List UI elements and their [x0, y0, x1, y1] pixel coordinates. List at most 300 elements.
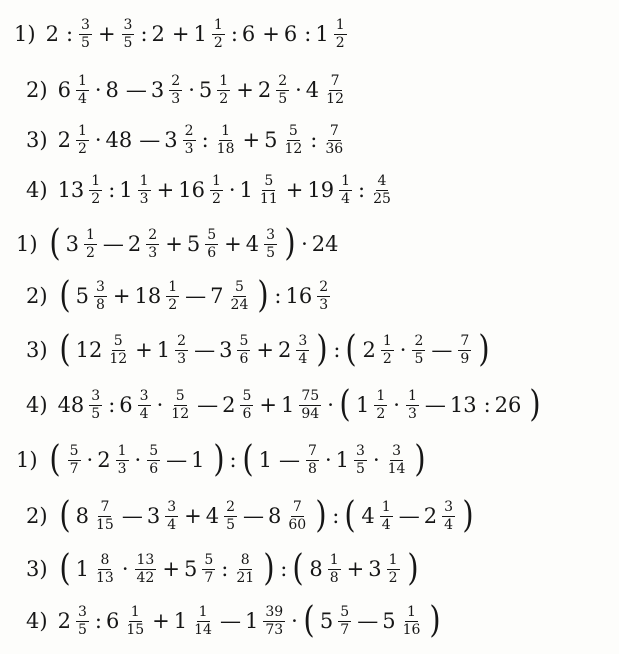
mixed-number: [306, 74, 348, 107]
operator: :: [304, 22, 312, 47]
expression-row: [26, 124, 349, 157]
denominator: 15: [95, 517, 114, 534]
whole-part: 16: [178, 178, 205, 203]
mixed-number: [304, 444, 321, 477]
expression-row: [26, 74, 350, 107]
operator: ·: [295, 78, 302, 103]
denominator: 2: [376, 406, 386, 423]
whole-part: 6: [283, 22, 298, 47]
mixed-number: [178, 174, 225, 207]
operator: :: [483, 393, 491, 418]
mixed-number: [151, 74, 184, 107]
parenthesis: ): [462, 495, 474, 537]
mixed-number: [242, 24, 258, 45]
operator: —: [243, 504, 265, 529]
fraction: [94, 280, 107, 313]
operator: —: [398, 504, 420, 529]
operator: :: [274, 284, 282, 309]
numerator: 1: [339, 174, 352, 191]
whole-part: 1: [239, 178, 253, 203]
item-label: 1): [14, 22, 36, 47]
numerator: 1: [76, 124, 89, 141]
numerator: 5: [233, 280, 246, 297]
whole-part: 2: [222, 393, 236, 418]
numerator: 2: [175, 334, 188, 351]
denominator: 3: [407, 406, 417, 423]
whole-part: 1: [75, 557, 89, 582]
operator: ·: [156, 393, 164, 418]
whole-part: 4: [305, 78, 320, 103]
whole-part: 2: [57, 128, 71, 153]
mixed-number: [307, 174, 354, 207]
fraction: [386, 444, 408, 477]
denominator: 6: [207, 245, 217, 262]
fraction: [217, 74, 230, 107]
whole-part: 16: [285, 284, 313, 309]
numerator: 3: [76, 605, 89, 622]
operator: :: [230, 22, 238, 47]
fraction: [240, 389, 253, 422]
mixed-number: [76, 334, 132, 367]
mixed-number: [206, 500, 239, 533]
operator: :: [108, 393, 116, 418]
mixed-number: [97, 444, 130, 477]
numerator: 7: [458, 334, 471, 351]
denominator: 2: [388, 570, 398, 587]
fraction: [212, 18, 225, 51]
numerator: 3: [264, 228, 277, 245]
denominator: 7: [204, 570, 214, 587]
mixed-number: [281, 389, 323, 422]
whole-part: 8: [75, 504, 89, 529]
numerator: 5: [205, 228, 218, 245]
numerator: 5: [237, 334, 250, 351]
fraction: [205, 228, 218, 261]
fraction: [122, 18, 135, 51]
denominator: 60: [288, 517, 307, 534]
whole-part: 18: [134, 284, 162, 309]
numerator: 5: [240, 389, 253, 406]
numerator: 1: [89, 174, 102, 191]
fraction: [354, 444, 367, 477]
numerator: 7: [329, 74, 342, 91]
operator: —: [139, 128, 161, 153]
numerator: 1: [380, 500, 393, 517]
numerator: 1: [328, 553, 341, 570]
fraction: [202, 553, 215, 586]
operator: +: [256, 338, 274, 363]
mixed-number: [119, 174, 152, 207]
whole-part: 2: [151, 22, 165, 47]
operator: :: [280, 557, 288, 582]
operator: +: [184, 504, 202, 529]
operator: ·: [228, 178, 236, 203]
expression-row: [14, 18, 351, 51]
operator: —: [424, 393, 446, 418]
operator: +: [236, 78, 254, 103]
numerator: 1: [217, 74, 230, 91]
numerator: 1: [406, 389, 419, 406]
mixed-number: [312, 234, 342, 255]
operator: ·: [372, 448, 380, 473]
whole-part: 13: [449, 393, 477, 418]
whole-part: 8: [309, 557, 323, 582]
mixed-number: [362, 334, 395, 367]
mixed-number: [258, 74, 291, 107]
whole-part: 3: [164, 128, 178, 153]
denominator: 5: [278, 91, 288, 108]
numerator: 7: [291, 500, 304, 517]
whole-part: 1: [355, 393, 370, 418]
parenthesis: (: [58, 275, 71, 317]
numerator: 5: [68, 444, 81, 461]
fraction: [374, 389, 387, 422]
fraction: [334, 18, 347, 51]
parenthesis: (: [58, 329, 71, 371]
whole-part: 5: [183, 557, 198, 582]
fraction: [116, 444, 129, 477]
mixed-number: [356, 389, 389, 422]
denominator: 2: [211, 191, 221, 208]
denominator: 3: [319, 297, 329, 314]
whole-part: 2: [277, 338, 292, 363]
mixed-number: [450, 395, 480, 416]
numerator: 5: [147, 444, 160, 461]
mixed-number: [361, 500, 394, 533]
whole-part: 1: [156, 338, 171, 363]
operator: ·: [399, 338, 407, 363]
fraction: [324, 74, 346, 107]
denominator: 3: [139, 191, 149, 208]
fraction: [192, 605, 214, 638]
whole-part: 5: [186, 232, 201, 257]
operator: :: [65, 22, 74, 47]
mixed-number: [187, 228, 220, 261]
parenthesis: ): [478, 329, 490, 371]
denominator: 14: [194, 622, 212, 639]
denominator: 2: [77, 141, 87, 158]
numerator: 1: [334, 18, 347, 35]
mixed-number: [167, 389, 193, 422]
denominator: 24: [230, 297, 249, 314]
operator: ·: [86, 448, 94, 473]
numerator: 3: [354, 444, 367, 461]
item-label: 1): [16, 232, 38, 257]
fraction: [328, 553, 341, 586]
whole-part: 5: [75, 284, 89, 309]
numerator: 2: [169, 74, 182, 91]
numerator: 3: [79, 18, 92, 35]
denominator: 12: [171, 406, 190, 423]
numerator: 5: [338, 605, 351, 622]
numerator: 1: [138, 174, 151, 191]
denominator: 16: [402, 622, 421, 639]
operator: +: [112, 284, 131, 309]
denominator: 42: [136, 570, 155, 587]
fraction: [237, 334, 250, 367]
mixed-number: [309, 553, 342, 586]
operator: :: [310, 128, 318, 153]
item-label: 3): [26, 557, 48, 582]
whole-part: 5: [264, 128, 278, 153]
item-label: 2): [26, 284, 48, 309]
mixed-number: [245, 605, 287, 638]
operator: +: [346, 557, 365, 582]
operator: +: [156, 178, 175, 203]
whole-part: 3: [146, 504, 161, 529]
denominator: 2: [91, 191, 101, 208]
operator: :: [332, 504, 340, 529]
fraction: [215, 124, 237, 157]
whole-part: 3: [219, 338, 233, 363]
denominator: 21: [236, 570, 255, 587]
numerator: 1: [84, 228, 97, 245]
operator: :: [140, 22, 148, 47]
mixed-number: [240, 174, 282, 207]
numerator: 5: [262, 174, 275, 191]
mixed-number: [174, 605, 216, 638]
numerator: 1: [405, 605, 418, 622]
numerator: 5: [174, 389, 187, 406]
parenthesis: (: [58, 495, 71, 537]
whole-part: 5: [198, 78, 213, 103]
numerator: 75: [299, 389, 321, 406]
operator: :: [358, 178, 366, 203]
expression-row: [26, 275, 334, 317]
denominator: 73: [265, 622, 284, 639]
fraction: [68, 444, 81, 477]
whole-part: 2: [127, 232, 142, 257]
whole-part: 1: [335, 448, 350, 473]
fraction: [146, 228, 159, 261]
whole-part: 1: [193, 22, 207, 47]
mixed-number: [259, 450, 275, 471]
operator: ·: [393, 393, 400, 418]
denominator: 2: [219, 91, 229, 108]
parenthesis: ): [529, 384, 542, 426]
denominator: 3: [171, 91, 181, 108]
numerator: 2: [412, 334, 425, 351]
numerator: 1: [374, 389, 387, 406]
fraction: [276, 74, 289, 107]
denominator: 2: [168, 297, 178, 314]
fraction: [165, 500, 178, 533]
fraction: [224, 500, 237, 533]
parenthesis: (: [303, 600, 315, 642]
whole-part: 5: [382, 609, 396, 634]
denominator: 18: [216, 141, 235, 158]
denominator: 4: [444, 517, 453, 534]
numerator: 39: [263, 605, 285, 622]
whole-part: 2: [423, 504, 438, 529]
mixed-number: [164, 124, 197, 157]
item-label: 4): [26, 609, 48, 634]
numerator: 7: [98, 500, 111, 517]
fraction: [381, 334, 394, 367]
fraction: [107, 334, 129, 367]
operator: +: [262, 22, 280, 47]
expression-row: [26, 600, 444, 642]
fraction: [387, 553, 400, 586]
operator: ·: [94, 78, 102, 103]
fraction: [380, 500, 393, 533]
numerator: 7: [306, 444, 319, 461]
fraction: [76, 74, 89, 107]
numerator: 1: [76, 74, 89, 91]
whole-part: 1: [315, 22, 329, 47]
denominator: 9: [460, 351, 470, 368]
denominator: 14: [387, 461, 406, 478]
whole-part: 3: [150, 78, 165, 103]
fraction: [183, 124, 196, 157]
fraction: [79, 18, 92, 51]
mixed-number: [456, 334, 473, 367]
operator: :: [94, 609, 102, 634]
mixed-number: [284, 24, 300, 45]
operator: :: [229, 448, 237, 473]
fraction: [412, 334, 425, 367]
whole-part: 4: [205, 504, 220, 529]
denominator: 4: [77, 91, 87, 108]
mixed-number: [410, 334, 427, 367]
operator: +: [171, 22, 190, 47]
expression-row: [26, 174, 397, 207]
fraction: [210, 174, 223, 207]
mixed-number: [106, 130, 136, 151]
numerator: 2: [276, 74, 289, 91]
fraction: [147, 444, 160, 477]
fraction: [286, 500, 308, 533]
denominator: 5: [91, 406, 101, 423]
mixed-number: [321, 124, 347, 157]
mixed-number: [76, 500, 118, 533]
whole-part: 1: [281, 393, 295, 418]
denominator: 12: [326, 91, 344, 108]
expression-row: [26, 548, 422, 590]
operator: ·: [301, 232, 308, 257]
mixed-number: [369, 174, 395, 207]
denominator: 6: [242, 406, 252, 423]
operator: ·: [94, 128, 102, 153]
operator: ·: [134, 448, 142, 473]
mixed-number: [404, 389, 421, 422]
whole-part: 7: [210, 284, 224, 309]
mixed-number: [213, 124, 239, 157]
operator: +: [242, 128, 261, 153]
expression-row: [26, 495, 477, 537]
whole-part: 3: [65, 232, 79, 257]
parenthesis: (: [339, 384, 351, 426]
mixed-number: [147, 500, 180, 533]
mixed-number: [264, 124, 306, 157]
fraction: [76, 124, 89, 157]
mixed-number: [336, 444, 369, 477]
fraction: [175, 334, 188, 367]
mixed-number: [128, 228, 161, 261]
fraction: [264, 228, 277, 261]
numerator: 5: [202, 553, 215, 570]
mixed-number: [58, 389, 105, 422]
expression-row: [16, 223, 343, 265]
denominator: 11: [259, 191, 278, 208]
operator: —: [279, 448, 301, 473]
denominator: 8: [95, 297, 105, 314]
operator: +: [97, 22, 116, 47]
denominator: 3: [177, 351, 187, 368]
whole-part: 4: [245, 232, 260, 257]
operator: —: [194, 338, 216, 363]
fraction: [339, 174, 352, 207]
fraction: [234, 553, 256, 586]
parenthesis: ): [316, 329, 328, 371]
denominator: 2: [335, 35, 345, 52]
parenthesis: (: [242, 439, 254, 481]
denominator: 4: [381, 517, 391, 534]
numerator: 1: [212, 18, 225, 35]
denominator: 7: [69, 461, 79, 478]
denominator: 2: [213, 35, 223, 52]
mixed-number: [119, 389, 152, 422]
mixed-number: [133, 553, 159, 586]
mixed-number: [76, 553, 118, 586]
parenthesis: ): [257, 275, 270, 317]
denominator: 15: [126, 622, 145, 639]
whole-part: 2: [362, 338, 376, 363]
fraction: [94, 500, 116, 533]
mixed-number: [135, 280, 182, 313]
operator: —: [219, 609, 241, 634]
operator: :: [201, 128, 209, 153]
denominator: 4: [298, 351, 308, 368]
numerator: 2: [146, 228, 159, 245]
whole-part: 2: [257, 78, 272, 103]
mixed-number: [278, 334, 311, 367]
expression-row: [26, 329, 493, 371]
operator: +: [224, 232, 242, 257]
whole-part: 3: [368, 557, 382, 582]
numerator: 8: [98, 553, 111, 570]
whole-part: 48: [105, 128, 133, 153]
denominator: 8: [308, 461, 317, 478]
fraction: [169, 74, 182, 107]
mixed-number: [424, 500, 457, 533]
denominator: 12: [109, 351, 128, 368]
fraction: [89, 174, 102, 207]
fraction: [317, 280, 330, 313]
whole-part: 19: [307, 178, 335, 203]
item-label: 1): [16, 448, 38, 473]
fraction: [299, 389, 321, 422]
denominator: 8: [329, 570, 339, 587]
mixed-number: [246, 228, 279, 261]
mixed-number: [210, 280, 252, 313]
mixed-number: [77, 18, 94, 51]
fraction: [169, 389, 191, 422]
fraction: [258, 174, 280, 207]
operator: —: [121, 504, 143, 529]
mixed-number: [152, 24, 168, 45]
denominator: 6: [239, 351, 249, 368]
operator: —: [166, 448, 188, 473]
denominator: 3: [148, 245, 158, 262]
denominator: 5: [81, 35, 90, 52]
denominator: 2: [382, 351, 392, 368]
mixed-number: [66, 444, 83, 477]
denominator: 5: [266, 245, 276, 262]
fraction: [306, 444, 319, 477]
whole-part: 1: [119, 178, 133, 203]
parenthesis: ): [429, 600, 442, 642]
